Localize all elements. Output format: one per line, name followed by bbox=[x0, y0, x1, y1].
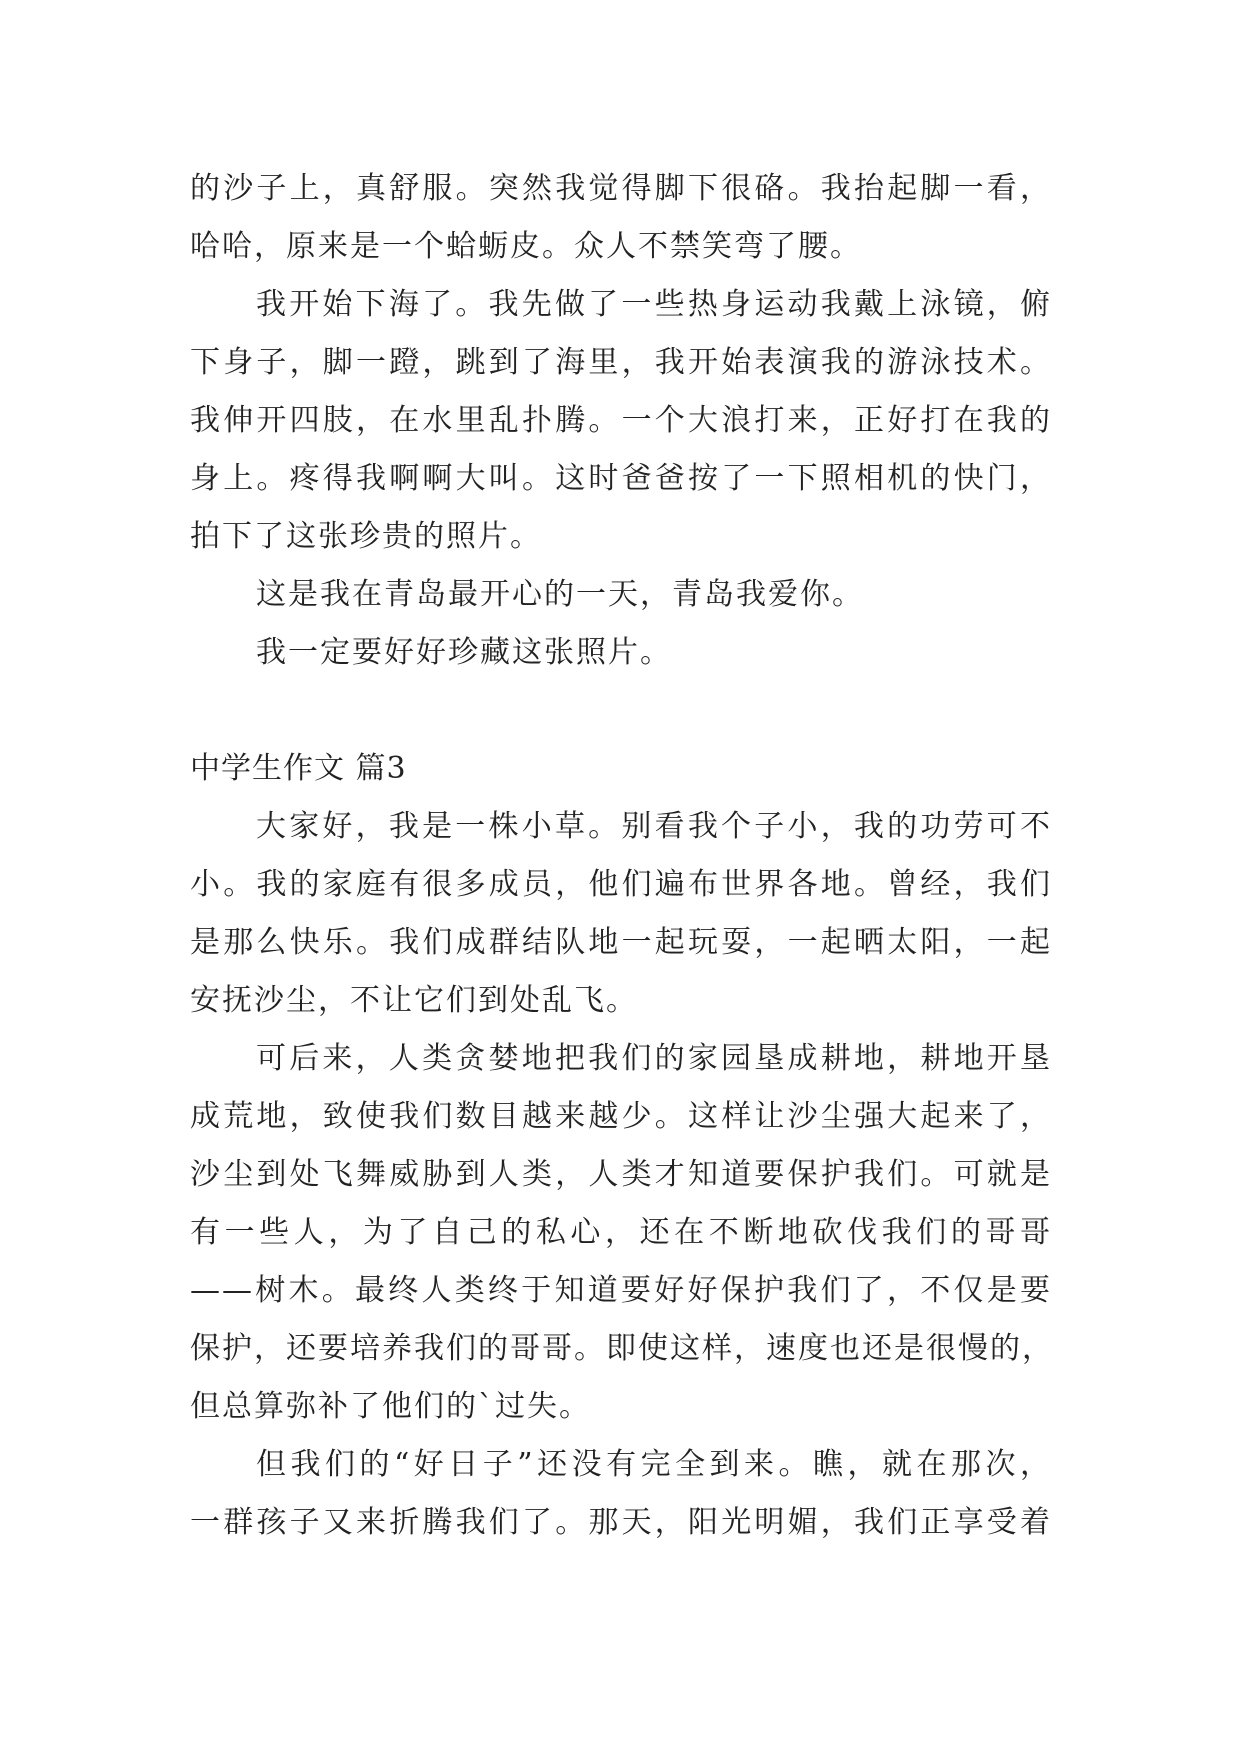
text-line: 大家好，我是一株小草。别看我个子小，我的功劳可不 bbox=[256, 809, 1052, 844]
text-line: 可后来，人类贪婪地把我们的家园垦成耕地，耕地开垦 bbox=[256, 1041, 1052, 1076]
text-line: 但我们的“好日子”还没有完全到来。瞧，就在那次， bbox=[256, 1447, 1052, 1482]
text-line: 有一些人，为了自己的私心，还在不断地砍伐我们的哥哥 bbox=[190, 1215, 1052, 1250]
text-line: 安抚沙尘，不让它们到处乱飞。 bbox=[190, 983, 638, 1018]
text-line: 小。我的家庭有很多成员，他们遍布世界各地。曾经，我们 bbox=[190, 867, 1052, 902]
section-heading: 中学生作文 篇3 bbox=[190, 751, 407, 786]
text-line: 成荒地，致使我们数目越来越少。这样让沙尘强大起来了， bbox=[190, 1099, 1052, 1134]
text-line: 下身子，脚一蹬，跳到了海里，我开始表演我的游泳技术。 bbox=[190, 345, 1052, 380]
text-line: 但总算弥补了他们的`过失。 bbox=[190, 1389, 591, 1424]
text-line: 是那么快乐。我们成群结队地一起玩耍，一起晒太阳，一起 bbox=[190, 925, 1052, 960]
paragraph-gap bbox=[190, 682, 1052, 740]
text-line: 沙尘到处飞舞威胁到人类，人类才知道要保护我们。可就是 bbox=[190, 1157, 1052, 1192]
text-line: 我伸开四肢，在水里乱扑腾。一个大浪打来，正好打在我的 bbox=[190, 403, 1052, 438]
document-page bbox=[190, 160, 1052, 1552]
text-line: 的沙子上，真舒服。突然我觉得脚下很硌。我抬起脚一看， bbox=[190, 171, 1052, 206]
text-line: 哈哈，原来是一个蛤蛎皮。众人不禁笑弯了腰。 bbox=[190, 229, 862, 264]
text-line: 我开始下海了。我先做了一些热身运动我戴上泳镜，俯 bbox=[256, 287, 1052, 322]
text-line: ——树木。最终人类终于知道要好好保护我们了，不仅是要 bbox=[190, 1273, 1052, 1308]
text-line: 身上。疼得我啊啊大叫。这时爸爸按了一下照相机的快门， bbox=[190, 461, 1052, 496]
text-line: 这是我在青岛最开心的一天，青岛我爱你。 bbox=[256, 577, 864, 612]
text-line: 拍下了这张珍贵的照片。 bbox=[190, 519, 542, 554]
text-line: 我一定要好好珍藏这张照片。 bbox=[256, 635, 672, 670]
text-line: 保护，还要培养我们的哥哥。即使这样，速度也还是很慢的， bbox=[190, 1331, 1054, 1366]
text-line: 一群孩子又来折腾我们了。那天，阳光明媚，我们正享受着 bbox=[190, 1505, 1052, 1540]
